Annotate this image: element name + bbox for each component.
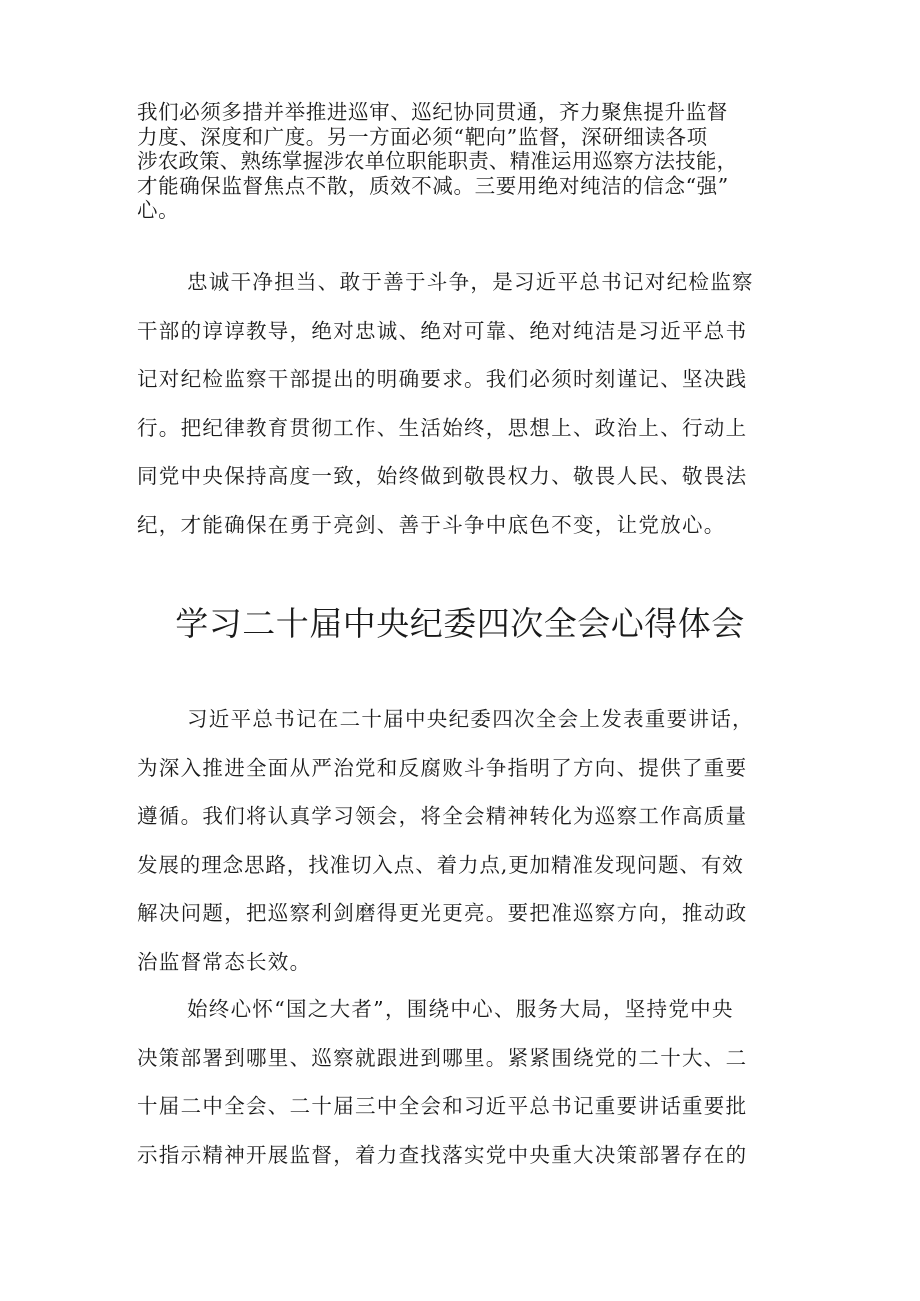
- text-line: 决策部署到哪里、巡察就跟进到哪里。紧紧围绕党的二十大、二: [137, 1045, 748, 1070]
- text-line: 解决问题，把巡察利剑磨得更光更亮。要把准巡察方向，推动政: [137, 901, 748, 925]
- text-line: 干部的谆谆教导，绝对忠诚、绝对可靠、绝对纯洁是习近平总书: [137, 318, 748, 343]
- paragraph-inspection-supervision: [137, 100, 797, 223]
- text-line: 为深入推进全面从严治党和反腐败斗争指明了方向、提供了重要: [137, 755, 748, 780]
- text-line: 习近平总书记在二十届中央纪委四次全会上发表重要讲话，: [187, 707, 754, 731]
- text-line: 始终心怀“国之大者”，围绕中心、服务大局，坚持党中央: [187, 997, 734, 1021]
- text-line: 治监督常态长效。: [137, 949, 312, 974]
- text-line: 同党中央保持高度一致，始终做到敬畏权力、敬畏人民、敬畏法: [137, 464, 748, 488]
- paragraph-plenary-speech: [137, 695, 797, 986]
- text-line: 涉农政策、熟练掌握涉农单位职能职责、精准运用巡察方法技能，: [137, 149, 738, 173]
- text-line: 力度、深度和广度。另一方面必须“靶向”监督，深研细读各项: [137, 124, 708, 149]
- paragraph-loyalty: [137, 258, 797, 549]
- text-line: 示指示精神开展监督，着力查找落实党中央重大决策部署存在的: [137, 1142, 748, 1167]
- text-line: 心。: [137, 198, 180, 222]
- text-line: 记对纪检监察干部提出的明确要求。我们必须时刻谨记、坚决践: [137, 367, 748, 391]
- section-heading: 学习二十届中央纪委四次全会心得体会: [175, 604, 745, 643]
- text-line: 纪，才能确保在勇于亮剑、善于斗争中底色不变，让党放心。: [137, 512, 726, 537]
- text-line: 我们必须多措并举推进巡审、巡纪协同贯通，齐力聚焦提升监督: [137, 100, 728, 124]
- paragraph-national-priorities: [137, 985, 797, 1179]
- text-line: 十届二中全会、二十届三中全会和习近平总书记重要讲话重要批: [137, 1094, 748, 1118]
- text-line: 忠诚干净担当、敢于善于斗争，是习近平总书记对纪检监察: [187, 270, 754, 294]
- text-line: 发展的理念思路，找准切入点、着力点,更加精准发现问题、有效: [137, 852, 744, 877]
- text-line: 才能确保监督焦点不散，质效不减。三要用绝对纯洁的信念“强”: [137, 173, 729, 198]
- text-line: 行。把纪律教育贯彻工作、生活始终，思想上、政治上、行动上: [137, 415, 748, 440]
- text-line: 遵循。我们将认真学习领会，将全会精神转化为巡察工作高质量: [137, 804, 748, 828]
